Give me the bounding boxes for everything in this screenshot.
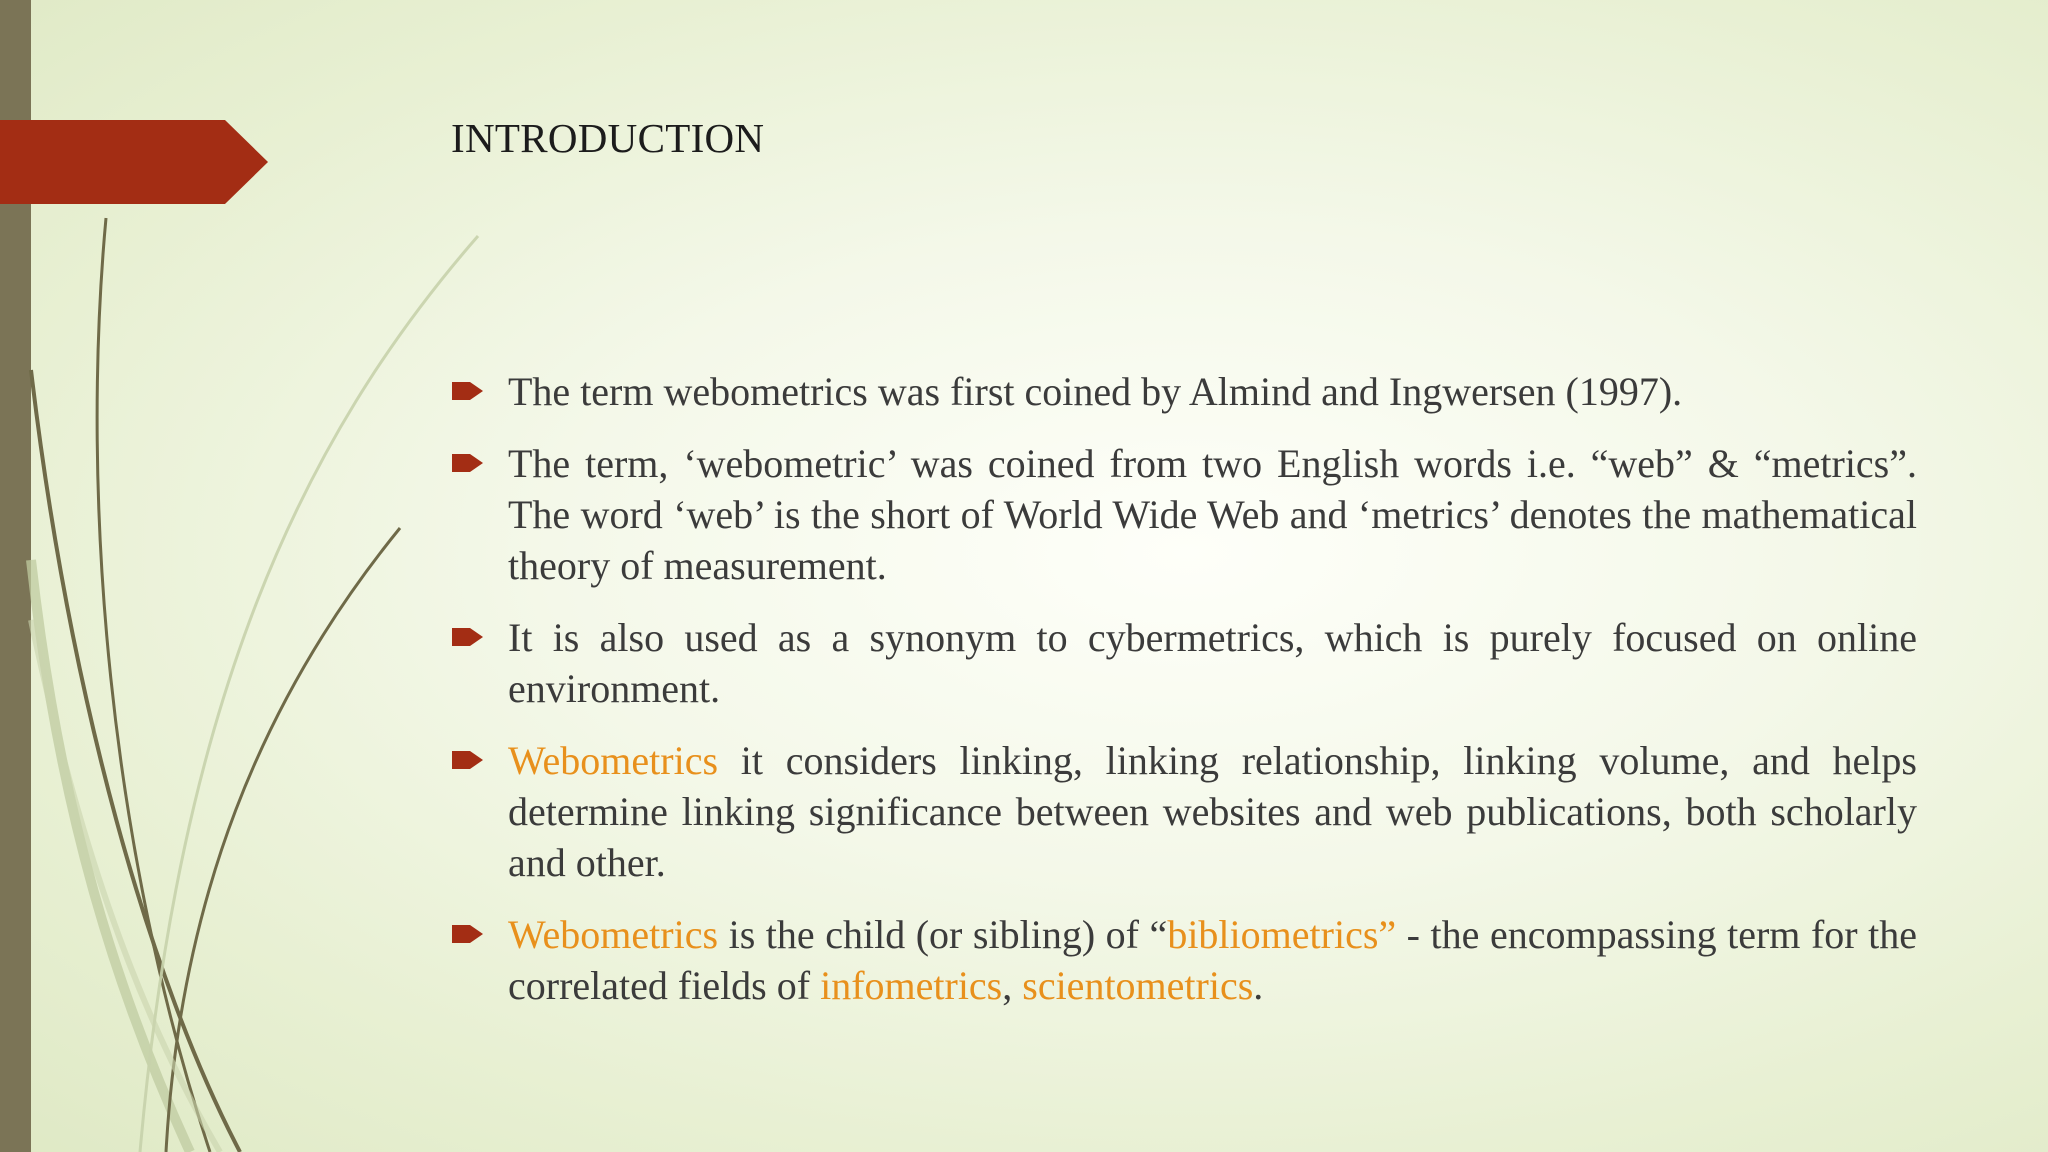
highlight-term: bibliometrics” (1167, 912, 1397, 957)
arrow-bullet-icon (452, 452, 484, 474)
decor-curve-4 (166, 528, 400, 1152)
bullet-text: . (1253, 963, 1264, 1008)
bullet-text: - the encompassing term for the correlated fields of (508, 912, 1918, 1008)
bullet-text: It is also used as a synonym to cybermetrics, which is purely focused on online environment. (508, 615, 1917, 711)
highlight-term: Webometrics (508, 912, 719, 957)
decor-curve-3 (31, 560, 190, 1152)
bullet-text: is the child (or sibling) of “ (718, 912, 1168, 957)
highlight-term: Webometrics (508, 738, 719, 783)
bullet-list (452, 366, 1917, 1032)
bullet-item (452, 366, 1917, 417)
bullet-text: it considers linking, linking relationship, linking volume, and helps determine linking significance between websites and web publications, both scholarly and other. (508, 738, 1917, 885)
bullet-text: , (1002, 963, 1023, 1008)
highlight-term: infometrics (820, 963, 1003, 1008)
highlight-term: scientometrics (1022, 963, 1254, 1008)
arrow-bullet-icon (452, 749, 484, 771)
bullet-item (452, 612, 1917, 714)
bullet-item (452, 438, 1917, 591)
arrow-bullet-icon (452, 380, 484, 402)
bullet-item (452, 735, 1917, 888)
arrow-bullet-icon (452, 626, 484, 648)
bullet-text: The term, ‘webometric’ was coined from two English words i.e. “web” & “metrics”. The word ‘web’ is the short of World Wide Web and ‘metrics’ denotes the mathematical theory of measurement. (508, 441, 1917, 588)
decor-curve-1 (97, 218, 210, 1152)
decor-curve-5 (140, 236, 478, 1152)
bullet-text: The term webometrics was first coined by Almind and Ingwersen (1997). (508, 369, 1683, 414)
slide-title: INTRODUCTION (451, 115, 765, 161)
bullet-item (452, 909, 1917, 1011)
title-arrow-shape (0, 120, 268, 204)
decor-curve-6 (31, 620, 220, 1152)
arrow-bullet-icon (452, 923, 484, 945)
